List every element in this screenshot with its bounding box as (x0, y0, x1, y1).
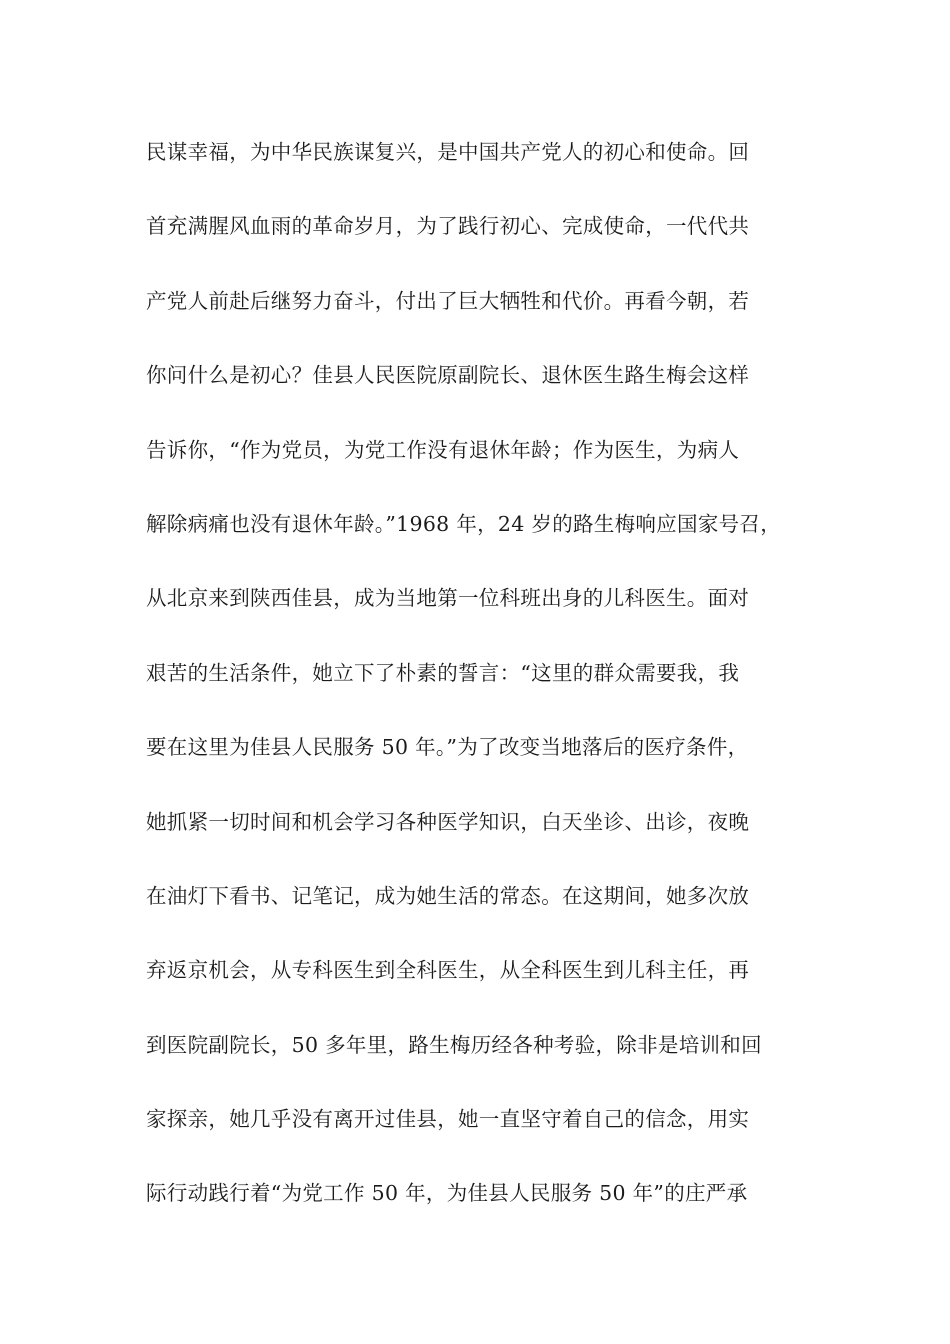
text-line: 产党人前赴后继努力奋斗，付出了巨大牺牲和代价。再看今朝，若 (146, 288, 750, 313)
text-line: 民谋幸福，为中华民族谋复兴，是中国共产党人的初心和使命。回 (146, 140, 750, 164)
text-line: 她抓紧一切时间和机会学习各种医学知识，白天坐诊、出诊，夜晚 (146, 809, 750, 834)
text-line: 首充满腥风血雨的革命岁月，为了践行初心、完成使命，一代代共 (146, 214, 750, 239)
body-text (146, 132, 836, 1248)
text-line: 要在这里为佳县人民服务 50 年。”为了改变当地落后的医疗条件， (146, 735, 749, 760)
text-line: 告诉你，“作为党员，为党工作没有退休年龄；作为医生，为病人 (146, 437, 740, 462)
text-line: 从北京来到陕西佳县，成为当地第一位科班出身的儿科医生。面对 (146, 586, 750, 611)
text-line: 弃返京机会，从专科医生到全科医生，从全科医生到儿科主任，再 (146, 958, 750, 983)
text-line: 解除病痛也没有退休年龄。”1968 年，24 岁的路生梅响应国家号召， (146, 511, 782, 536)
text-line: 家探亲，她几乎没有离开过佳县，她一直坚守着自己的信念，用实 (146, 1107, 750, 1132)
text-line: 在油灯下看书、记笔记，成为她生活的常态。在这期间，她多次放 (146, 883, 750, 908)
text-line: 际行动践行着“为党工作 50 年，为佳县人民服务 50 年”的庄严承 (146, 1181, 748, 1206)
text-line: 你问什么是初心？佳县人民医院原副院长、退休医生路生梅会这样 (146, 363, 750, 388)
text-line: 到医院副院长，50 多年里，路生梅历经各种考验，除非是培训和回 (146, 1032, 762, 1057)
text-line: 艰苦的生活条件，她立下了朴素的誓言：“这里的群众需要我，我 (146, 660, 740, 685)
